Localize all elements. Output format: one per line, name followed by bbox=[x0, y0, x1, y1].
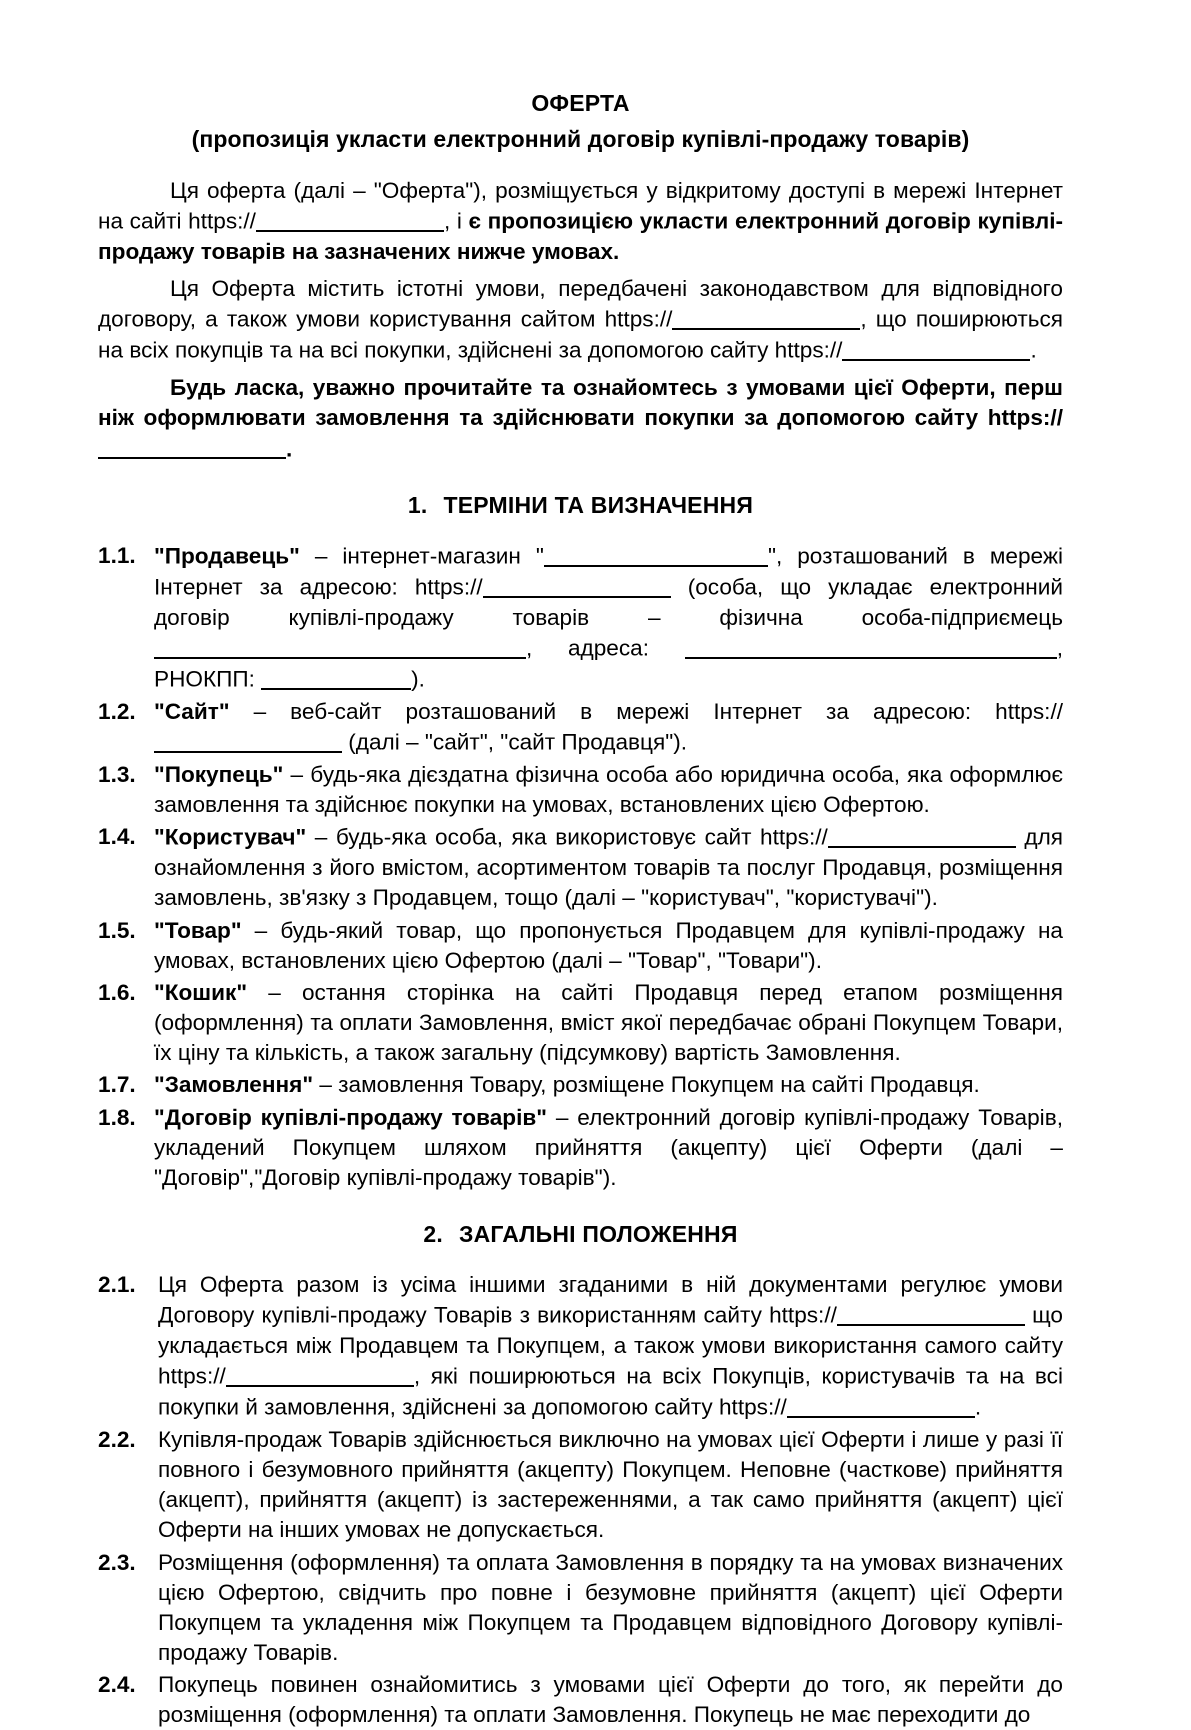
item-text-a: – будь-яка особа, яка використовує сайт https:// bbox=[306, 825, 828, 851]
item-text-a: – веб-сайт розташований в мережі Інтернет за адресою: https:// bbox=[229, 699, 1063, 725]
list-item bbox=[98, 978, 1063, 1068]
defined-term: "Сайт" bbox=[154, 699, 230, 725]
item-marker: 1.1. bbox=[98, 543, 136, 569]
intro-p1-text-a: Ця оферта (далі – "Оферта"), розміщується у відкритому доступі в мережі Інтернет на сайті https:// bbox=[98, 178, 1063, 234]
defined-term: "Договір купівлі-продажу товарів" bbox=[154, 1104, 547, 1130]
terms-list bbox=[98, 541, 1063, 1193]
list-item bbox=[98, 697, 1063, 758]
item-text-a: – електронний договір купівлі-продажу Товарів, укладений Покупцем шляхом прийняття (акцепту) цієї Оферти (далі – "Договір","Договір купівлі-продажу товарів"). bbox=[154, 1104, 1063, 1190]
section-1-title: ТЕРМІНИ ТА ВИЗНАЧЕННЯ bbox=[443, 492, 754, 519]
item-marker: 1.2. bbox=[98, 699, 136, 725]
item-text-d: , адреса: bbox=[526, 636, 685, 661]
item-body bbox=[154, 978, 1063, 1068]
defined-term: "Замовлення" bbox=[154, 1072, 314, 1098]
list-item bbox=[98, 541, 1063, 695]
item-body bbox=[158, 1425, 1063, 1546]
item-text-b: що укладається між Продавцем та Покупцем, а також умови використання самого сайту https:// bbox=[158, 1302, 1063, 1389]
intro-p2-text-b: , що поширюються на всіх покупців та на всі покупки, здійснені за допомогою сайту https:// bbox=[98, 307, 1063, 364]
item-body bbox=[154, 822, 1063, 913]
list-item bbox=[98, 1548, 1063, 1669]
defined-term: "Користувач" bbox=[154, 825, 307, 851]
blank-line[interactable] bbox=[787, 1392, 975, 1418]
blank-line[interactable] bbox=[261, 664, 411, 690]
blank-line[interactable] bbox=[544, 541, 768, 567]
intro-paragraph-2 bbox=[98, 274, 1063, 366]
section-heading-2 bbox=[98, 1221, 1063, 1248]
item-text-b: (далі – "сайт", "сайт Продавця"). bbox=[342, 729, 688, 755]
list-item bbox=[98, 916, 1063, 976]
item-text-b: ", розташований в мережі Інтернет за адресою: https:// bbox=[154, 544, 1063, 600]
item-marker: 2.1. bbox=[98, 1271, 136, 1297]
list-item bbox=[98, 822, 1063, 913]
intro-p3-text-b: . bbox=[286, 436, 293, 462]
item-body bbox=[154, 1070, 1063, 1100]
page-title: ОФЕРТА bbox=[531, 90, 630, 116]
item-text-f: ). bbox=[411, 666, 425, 692]
item-text-a: Покупець повинен ознайомитись з умовами цієї Оферти до того, як перейти до розміщення (оформлення) та оплати Замовлення. Покупець не має переходити до bbox=[158, 1672, 1063, 1728]
item-body bbox=[158, 1670, 1063, 1730]
item-text-a: Ця Оферта разом із усіма іншими згаданими в ній документами регулює умови Договору купівлі-продажу Товарів з використанням сайту https:// bbox=[158, 1271, 1063, 1328]
item-text-d: . bbox=[974, 1394, 982, 1420]
item-text-c: , які поширюються на всіх Покупців, користувачів та на всі покупки й замовлення, здійснені за допомогою сайту https:// bbox=[158, 1363, 1063, 1420]
item-text-a: – замовлення Товару, розміщене Покупцем на сайті Продавця. bbox=[313, 1072, 980, 1098]
intro-p3-text-a: Будь ласка, уважно прочитайте та ознайомтесь з умовами цієї Оферти, перш ніж оформлювати замовлення та здійснювати покупки за допомогою сайту https:// bbox=[98, 375, 1063, 431]
section-heading-1 bbox=[98, 492, 1063, 519]
item-marker: 1.4. bbox=[98, 824, 136, 850]
blank-line[interactable] bbox=[226, 1361, 414, 1387]
item-body bbox=[154, 541, 1063, 695]
item-marker: 2.3. bbox=[98, 1549, 136, 1575]
blank-line[interactable] bbox=[685, 633, 1057, 659]
blank-line[interactable] bbox=[672, 304, 860, 330]
page-subtitle: (пропозиція укласти електронний договір купівлі-продажу товарів) bbox=[191, 126, 970, 153]
section-1-number: 1. bbox=[407, 492, 428, 519]
list-item bbox=[98, 1425, 1063, 1546]
item-text-a: Розміщення (оформлення) та оплата Замовлення в порядку та на умовах визначених цією Офертою, свідчить про повне і безумовне прийняття (акцепт) цієї Оферти Покупцем та укладення між Покупцем та Продавцем відповідного Договору купівлі-продажу Товарів. bbox=[158, 1549, 1063, 1665]
defined-term: "Товар" bbox=[154, 917, 242, 943]
section-2-number: 2. bbox=[423, 1220, 443, 1247]
defined-term: "Покупець" bbox=[154, 762, 284, 788]
list-item bbox=[98, 1270, 1063, 1423]
general-provisions-list bbox=[98, 1270, 1063, 1730]
item-body bbox=[154, 760, 1063, 820]
blank-line[interactable] bbox=[154, 727, 342, 753]
item-body bbox=[154, 697, 1063, 758]
item-marker: 1.8. bbox=[98, 1104, 136, 1130]
intro-p1-bold: є пропозицією укласти електронний договір купівлі-продажу товарів на зазначених нижче умовах. bbox=[98, 208, 1063, 265]
defined-term: "Кошик" bbox=[154, 979, 248, 1005]
item-body bbox=[158, 1548, 1063, 1669]
blank-line[interactable] bbox=[842, 335, 1030, 361]
item-body bbox=[154, 916, 1063, 976]
blank-line[interactable] bbox=[828, 822, 1016, 848]
item-body bbox=[154, 1103, 1063, 1193]
item-marker: 2.2. bbox=[98, 1426, 136, 1452]
blank-line[interactable] bbox=[837, 1300, 1025, 1326]
list-item bbox=[98, 1070, 1063, 1100]
item-text-a: – інтернет-магазин " bbox=[299, 544, 544, 570]
intro-p2-text-c: . bbox=[1030, 338, 1037, 364]
intro-paragraph-1 bbox=[98, 176, 1063, 267]
item-marker: 1.6. bbox=[98, 979, 136, 1005]
item-marker: 2.4. bbox=[98, 1672, 136, 1698]
blank-line[interactable] bbox=[483, 572, 671, 598]
item-marker: 1.3. bbox=[98, 762, 136, 788]
item-marker: 1.5. bbox=[98, 917, 136, 943]
item-text-a: – будь-яка дієздатна фізична особа або юридична особа, яка оформлює замовлення та здійснює покупки на умовах, встановлених цією Офертою. bbox=[154, 762, 1063, 818]
intro-paragraph-3 bbox=[98, 373, 1063, 464]
item-text-a: – остання сторінка на сайті Продавця перед етапом розміщення (оформлення) та оплати Замовлення, вміст якої передбачає обрані Покупцем Товари, їх ціну та кількість, а також загальну (підсумкову) вартість Замовлення. bbox=[154, 979, 1063, 1066]
blank-line[interactable] bbox=[256, 206, 444, 232]
item-marker: 1.7. bbox=[98, 1072, 136, 1098]
list-item bbox=[98, 1103, 1063, 1193]
item-text-c: (особа, що укладає електронний договір купівлі-продажу товарів – фізична особа-підприємець bbox=[154, 574, 1063, 631]
blank-line[interactable] bbox=[154, 633, 526, 659]
list-item bbox=[98, 1670, 1063, 1730]
item-text-b: для ознайомлення з його вмістом, асортиментом товарів та послуг Продавця, розміщення замовлень, зв'язку з Продавцем, тощо (далі – "користувач", "користувачі"). bbox=[154, 825, 1063, 911]
list-item bbox=[98, 760, 1063, 820]
blank-line[interactable] bbox=[98, 434, 286, 460]
section-2-title: ЗАГАЛЬНІ ПОЛОЖЕННЯ bbox=[458, 1220, 738, 1247]
item-text-a: – будь-який товар, що пропонується Продавцем для купівлі-продажу на умовах, встановлених цією Офертою (далі – "Товар", "Товари"). bbox=[154, 917, 1063, 973]
item-body bbox=[158, 1270, 1063, 1423]
intro-p1-text-b: , і bbox=[443, 208, 469, 234]
item-text-a: Купівля-продаж Товарів здійснюється виключно на умовах цієї Оферти і лише у разі її повного і безумовного прийняття (акцепту) Покупцем. Неповне (часткове) прийняття (акцепт), прийняття (акцепт) із застереженнями, а так само прийняття (акцепт) цієї Оферти на інших умовах не допускається. bbox=[158, 1426, 1063, 1543]
defined-term: "Продавець" bbox=[154, 544, 300, 570]
intro-p2-text-a: Ця Оферта містить істотні умови, передбачені законодавством для відповідного договору, а також умови користування сайтом https:// bbox=[98, 276, 1063, 333]
item-text-e: , РНОКПП: bbox=[154, 636, 1063, 692]
